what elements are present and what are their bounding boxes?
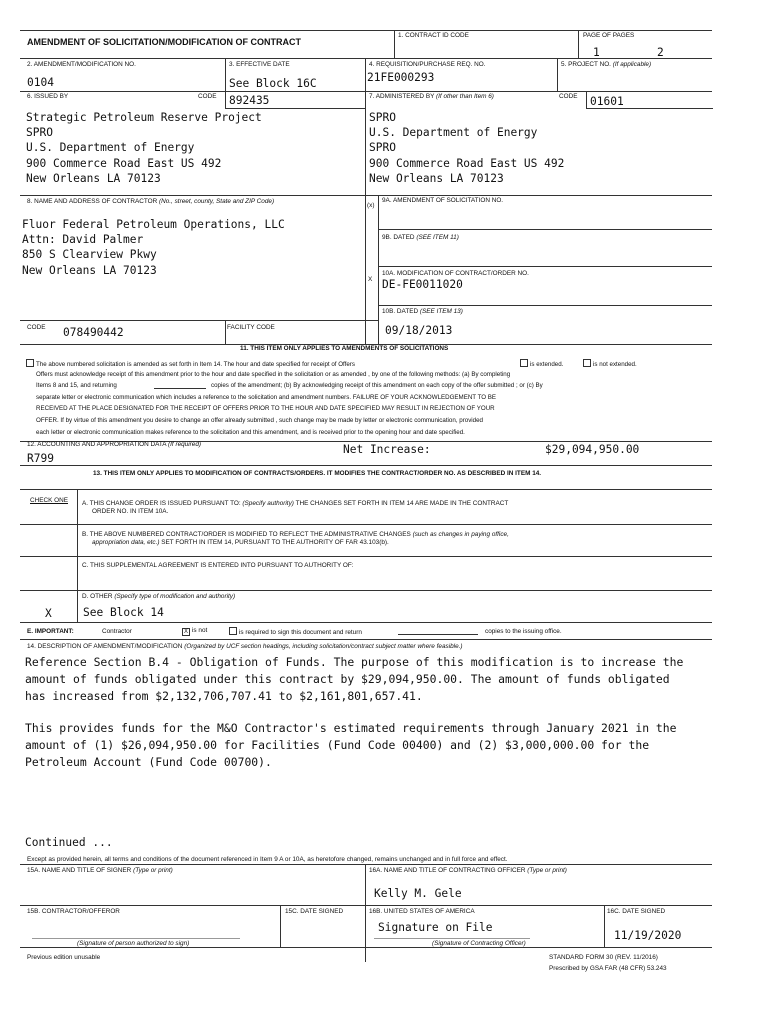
item13d-text: D. OTHER (Specify type of modification and authority) [82, 593, 236, 600]
check-one-label: CHECK ONE [30, 497, 68, 504]
usa-label: 16B. UNITED STATES OF AMERICA [369, 908, 475, 915]
total-pages: 2 [657, 46, 664, 59]
net-increase-amount: $29,094,950.00 [545, 443, 640, 456]
item13b-text: B. THE ABOVE NUMBERED CONTRACT/ORDER IS MODIFIED TO REFLECT THE ADMINISTRATIVE CHANGES (such as changes in paying office, [82, 531, 509, 538]
accounting-value: R799 [27, 452, 54, 465]
description-label: 14. DESCRIPTION OF AMENDMENT/MODIFICATION (Organized by UCF section headings, including solicitation/contract subject matter where feasible.) [27, 643, 463, 650]
previous-edition-text: Previous edition unusable [27, 954, 101, 961]
solicitation-no-label: 9A. AMENDMENT OF SOLICITATION NO. [382, 197, 504, 204]
officer-signature-caption: (Signature of Contracting Officer) [432, 940, 526, 947]
officer-date-value: 11/19/2020 [614, 929, 682, 942]
item11-line3a: Items 8 and 15, and returning [36, 382, 117, 389]
modification-dated-value: 09/18/2013 [385, 324, 453, 337]
officer-date-label: 16C. DATE SIGNED [607, 908, 666, 915]
item9-x-label: (x) [367, 202, 375, 209]
item13-heading: 13. THIS ITEM ONLY APPLIES TO MODIFICATION OF CONTRACTS/ORDERS. IT MODIFIES THE CONTRACT/ORDER NO. AS DESCRIBED IN ITEM 14. [93, 470, 542, 477]
contractor-address: Fluor Federal Petroleum Operations, LLC Attn: David Palmer 850 S Clearview Pkwy New Orleans LA 70123 [22, 218, 285, 277]
item13d-check: X [45, 607, 52, 620]
accounting-label: 12. ACCOUNTING AND APPROPRIATION DATA (If required) [27, 441, 202, 448]
is-required-option: is required to sign this document and return [229, 627, 362, 637]
item11-line4: separate letter or electronic communication which includes a reference to the solicitation and amendment numbers. FAILURE OF YOUR ACKNOWLEDGEMENT TO BE [36, 394, 497, 401]
modification-dated-label: 10B. DATED (SEE ITEM 13) [382, 308, 463, 315]
issued-by-code-label: CODE [198, 93, 217, 100]
is-extended-option: is extended. [520, 359, 563, 370]
contractor-date-label: 15C. DATE SIGNED [285, 908, 344, 915]
contractor-signature-caption: (Signature of person authorized to sign) [77, 940, 190, 947]
facility-code-label: FACILITY CODE [227, 324, 275, 331]
requisition-label: 4. REQUISITION/PURCHASE REQ. NO. [369, 61, 486, 68]
continued-text: Continued ... [25, 836, 113, 849]
administered-by-code-label: CODE [559, 93, 578, 100]
item13b-line2: appropriation data, etc.) SET FORTH IN ITEM 14, PURSUANT TO THE AUTHORITY OF FAR 43.103(b). [92, 539, 389, 546]
is-not-extended-checkbox[interactable] [583, 359, 591, 367]
description-para1: Reference Section B.4 - Obligation of Funds. The purpose of this modification is to increase the amount of funds obligated under this contract by $29,094,950.00. The amount of funds obligated has increased from $2,132,706,707.41 to $2,161,801,657.41. [25, 655, 691, 703]
administered-by-label: 7. ADMINISTERED BY (If other than Item 6) [369, 93, 494, 100]
prescribed-text: Prescribed by GSA FAR (48 CFR) 53.243 [549, 965, 667, 972]
contract-id-label: 1. CONTRACT ID CODE [398, 32, 469, 39]
item13a-line2: ORDER NO. IN ITEM 10A. [92, 508, 169, 515]
issued-by-label: 6. ISSUED BY [27, 93, 69, 100]
officer-name-value: Kelly M. Gele [374, 887, 462, 900]
is-required-checkbox[interactable] [229, 627, 237, 635]
signer-name-label: 15A. NAME AND TITLE OF SIGNER (Type or print) [27, 867, 173, 874]
is-extended-checkbox[interactable] [520, 359, 528, 367]
is-not-extended-option: is not extended. [583, 359, 637, 370]
is-not-checkbox[interactable]: X [183, 629, 188, 635]
modification-no-value: DE-FE0011020 [382, 278, 463, 291]
item13c-text: C. THIS SUPPLEMENTAL AGREEMENT IS ENTERED INTO PURSUANT TO AUTHORITY OF: [82, 562, 354, 569]
standard-form-text: STANDARD FORM 30 (REV. 11/2016) [549, 954, 658, 961]
important-label: E. IMPORTANT: [27, 628, 74, 635]
administered-by-code: 01601 [590, 95, 624, 108]
officer-name-label: 16A. NAME AND TITLE OF CONTRACTING OFFICER (Type or print) [369, 867, 567, 874]
contractor-word: Contractor [102, 628, 132, 635]
solicitation-amended-checkbox[interactable] [26, 359, 34, 367]
item11-line2: Offers must acknowledge receipt of this amendment prior to the hour and date specified in the solicitation or as amended , by one of the following methods: (a) By completing [36, 371, 511, 378]
item13a-text: A. THIS CHANGE ORDER IS ISSUED PURSUANT TO: (Specify authority) THE CHANGES SET FORTH IN ITEM 14 ARE MADE IN THE CONTRACT [82, 500, 509, 507]
item13d-value: See Block 14 [83, 606, 164, 619]
modification-no-label: 10A. MODIFICATION OF CONTRACT/ORDER NO. [382, 270, 529, 277]
modification-check: X [368, 276, 373, 283]
page-number: 1 [593, 46, 600, 59]
solicitation-dated-label: 9B. DATED (SEE ITEM 11) [382, 234, 459, 241]
contractor-label: 8. NAME AND ADDRESS OF CONTRACTOR (No., street, county, State and ZIP Code) [27, 198, 275, 205]
contractor-code: 078490442 [63, 326, 124, 339]
description-para2: This provides funds for the M&O Contractor's estimated requirements through January 2021 in the amount of (1) $26,094,950.00 for Facilities (Fund Code 00400) and (2) $3,000,000.00 for the Petroleum Account (Fund Code 00700). [25, 721, 684, 769]
item11-line5: RECEIVED AT THE PLACE DESIGNATED FOR THE RECEIPT OF OFFERS PRIOR TO THE HOUR AND DATE SPECIFIED MAY RESULT IN REJECTION OF YOUR [36, 405, 495, 412]
form-title: AMENDMENT OF SOLICITATION/MODIFICATION OF CONTRACT [27, 37, 301, 47]
administered-by-address: SPRO U.S. Department of Energy SPRO 900 Commerce Road East US 492 New Orleans LA 70123 [369, 111, 565, 185]
issued-by-code: 892435 [229, 94, 270, 107]
item11-line6: OFFER. If by virtue of this amendment you desire to change an offer already submitted , such change may be made by letter or electronic communication, provided [36, 417, 483, 424]
effective-date-label: 3. EFFECTIVE DATE [229, 61, 290, 68]
item11-line3b: copies of the amendment; (b) By acknowledging receipt of this amendment on each copy of the offer submitted ; or (c) By [211, 382, 543, 389]
contractor-code-label: CODE [27, 324, 46, 331]
is-not-option: X is not [183, 627, 208, 635]
amendment-no-label: 2. AMENDMENT/MODIFICATION NO. [27, 61, 136, 68]
except-text: Except as provided herein, all terms and conditions of the document referenced in Item 9 A or 10A, as heretofore changed, remains unchanged and in full force and effect. [27, 856, 508, 863]
requisition-value: 21FE000293 [367, 71, 435, 84]
item11-line1: The above numbered solicitation is amended as set forth in Item 14. The hour and date specified for receipt of Offers [26, 359, 355, 370]
effective-date-value: See Block 16C [229, 77, 317, 90]
page-of-pages-label: PAGE OF PAGES [583, 32, 635, 39]
item11-line7: each letter or electronic communication makes reference to the solicitation and this amendment, and is received prior to the opening hour and date specified. [36, 429, 465, 436]
amendment-no-value: 0104 [27, 76, 54, 89]
item11-heading: 11. THIS ITEM ONLY APPLIES TO AMENDMENTS OF SOLICITATIONS [240, 345, 449, 352]
officer-signature-value: Signature on File [378, 921, 493, 934]
copies-text: copies to the issuing office. [485, 628, 562, 635]
contractor-offeror-label: 15B. CONTRACTOR/OFFEROR [27, 908, 120, 915]
project-no-label: 5. PROJECT NO. (If applicable) [561, 61, 652, 68]
net-increase-label: Net Increase: [343, 443, 431, 456]
issued-by-address: Strategic Petroleum Reserve Project SPRO U.S. Department of Energy 900 Commerce Road East US 492 New Orleans LA 70123 [26, 111, 262, 185]
